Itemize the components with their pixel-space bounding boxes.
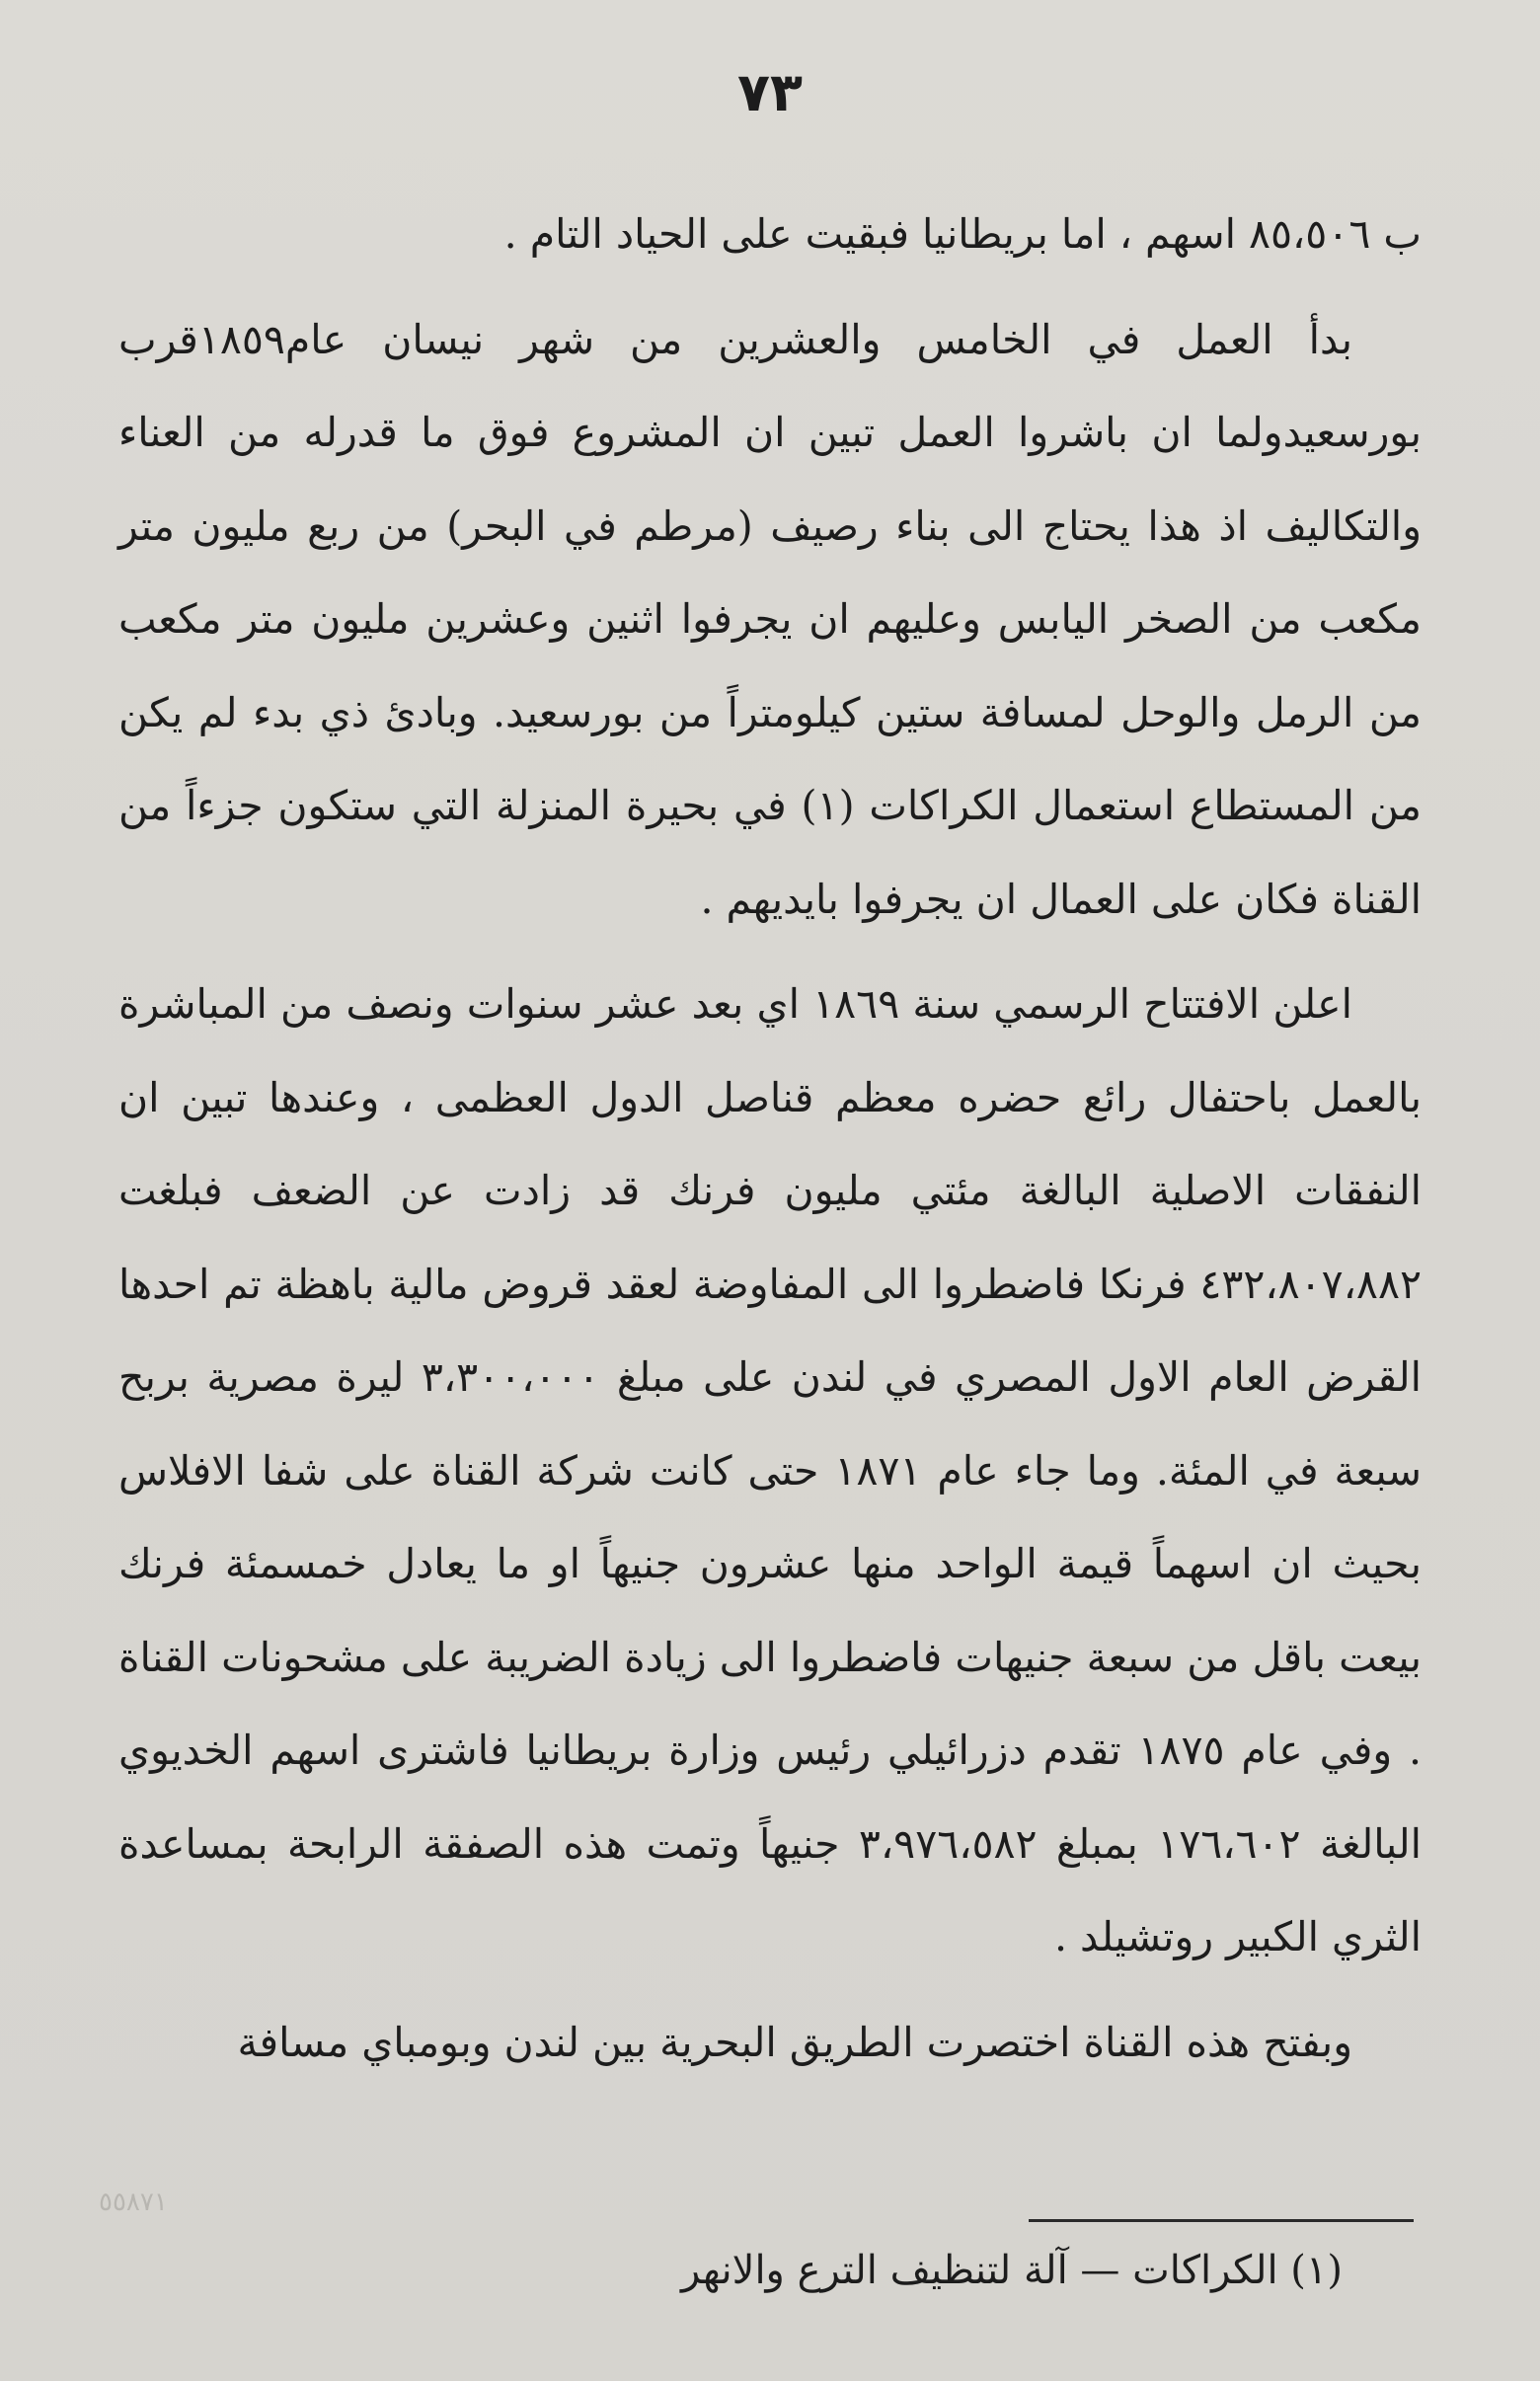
paragraph-3: اعلن الافتتاح الرسمي سنة ١٨٦٩ اي بعد عشر سنوات ونصف من المباشرة بالعمل باحتفال رائع حضره معظم قناصل الدول العظمى ، وعندها تبين ان النفقات الاصلية البالغة مئتي مليون فرنك قد زادت عن الضعف فبلغت ٤٣٢،٨٠٧،٨٨٢ فرنكا فاضطروا الى المفاوضة لعقد قروض مالية باهظة تم احدها القرض العام الاول المصري في لندن على مبلغ ٣،٣٠٠،٠٠٠ ليرة مصرية بربح سبعة في المئة. وما جاء عام ١٨٧١ حتى كانت شركة القناة على شفا الافلاس بحيث ان اسهماً قيمة الواحد منها عشرون جنيهاً او ما يعادل خمسمئة فرنك بيعت باقل من سبعة جنيهات فاضطروا الى زيادة الضريبة على مشحونات القناة . وفي عام ١٨٧٥ تقدم دزرائيلي رئيس وزارة بريطانيا فاشترى اسهم الخديوي البالغة ١٧٦،٦٠٢ بمبلغ ٣،٩٧٦،٥٨٢ جنيهاً وتمت هذه الصفقة الرابحة بمساعدة الثري الكبير روتشيلد . bbox=[118, 980, 1423, 1960]
paragraph-1: ب ٨٥،٥٠٦ اسهم ، اما بريطانيا فبقيت على الحياد التام . bbox=[503, 210, 1422, 258]
paragraph-2: بدأ العمل في الخامس والعشرين من شهر نيسان عام١٨٥٩قرب بورسعيدولما ان باشروا العمل تبين ان المشروع فوق ما قدرله من العناء والتكاليف اذ هذا يحتاج الى بناء رصيف (مرطم في البحر) من ربع مليون متر مكعب من الصخر اليابس وعليهم ان يجرفوا اثنين وعشرين مليون متر مكعب من الرمل والوحل لمسافة ستين كيلومتراً من بورسعيد. وبادئ ذي بدء لم يكن من المستطاع استعمال الكراكات (١) في بحيرة المنزلة التي ستكون جزءاً من القناة فكان على العمال ان يجرفوا بايديهم . bbox=[118, 315, 1422, 923]
body-text bbox=[118, 188, 1422, 2089]
footnote-divider bbox=[1029, 2219, 1414, 2222]
faint-stamp-mark: ٥٥٨٧١ bbox=[99, 2188, 168, 2217]
paragraph-4: وبفتح هذه القناة اختصرت الطريق البحرية بين لندن وبومباي مسافة bbox=[237, 2018, 1352, 2066]
footnote: (١) الكراكات — آلة لتنظيف الترع والانهر bbox=[680, 2248, 1343, 2293]
page-number: ٧٣ bbox=[737, 61, 803, 123]
